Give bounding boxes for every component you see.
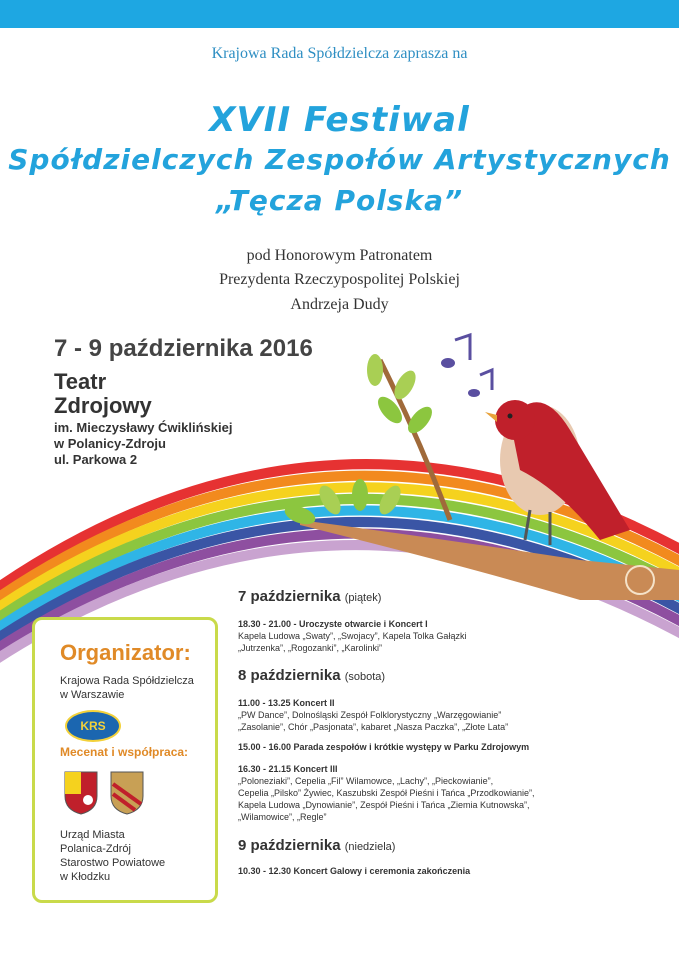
event-title: 16.30 - 21.15 Koncert III — [238, 764, 338, 774]
day-2-date: 8 października — [238, 667, 341, 684]
day-2-weekday: (sobota) — [344, 671, 386, 683]
sponsor-line-2: Polanica-Zdrój — [60, 843, 131, 855]
event-performers: „PW Dance”, Dolnośląski Zespół Folklorystyczny „Warzęgowianie” — [238, 710, 502, 720]
festival-title: XVII Festiwal — [209, 100, 470, 140]
event-performers: „Zasolanie”, Chór „Pasjonata”, kabaret „Nasza Paczka”, „Złote Lata” — [238, 722, 509, 732]
event-performers: Kapela Ludowa „Dynowianie”, Zespół Pieśni i Tańca „Ziemia Kutnowska”, — [238, 800, 530, 810]
day-3-weekday: (niedziela) — [344, 841, 396, 853]
music-notes-icon — [441, 335, 492, 397]
organizer-title: Organizator: — [60, 640, 191, 665]
event-performers: „Poloneziaki”, Cepelia „Fil” Wilamowce, „Lachy”, „Pieckowianie”, — [238, 776, 494, 786]
krs-logo: KRS — [65, 710, 121, 742]
festival-name: „Tęcza Polska” — [215, 184, 464, 217]
organizer-name — [60, 674, 194, 702]
organizer-name-line-2: w Warszawie — [60, 689, 125, 701]
intro-text: Krajowa Rada Spółdzielcza zaprasza na — [211, 45, 468, 62]
patronage-line-2: Prezydenta Rzeczypospolitej Polskiej — [219, 271, 460, 288]
venue-name-line-2: Zdrojowy — [54, 393, 152, 418]
klodzko-crest-icon — [111, 772, 143, 814]
day-2-heading — [238, 667, 385, 684]
day-2-event-2 — [238, 741, 529, 753]
event-performers: Cepelia „Pilsko” Żywiec, Kaszubski Zespół Pieśni i Tańca „Przodkowianie”, — [238, 788, 535, 798]
day-1-event-1 — [238, 618, 466, 654]
day-2-event-1 — [238, 697, 508, 733]
coat-of-arms-icons — [63, 770, 163, 816]
event-dates: 7 - 9 października 2016 — [54, 335, 313, 362]
organizer-box — [32, 617, 218, 903]
event-title: 11.00 - 13.25 Koncert II — [238, 698, 335, 708]
venue-address-line-3: ul. Parkowa 2 — [54, 452, 138, 467]
polanica-crest-icon — [65, 772, 97, 814]
patronage-line-3: Andrzeja Dudy — [290, 296, 389, 313]
event-performers: Kapela Ludowa „Swaty”, „Swojacy”, Kapela Tolka Gałązki — [238, 631, 467, 641]
event-performers: „Jutrzenka”, „Rogozanki”, „Karolinki” — [238, 643, 383, 653]
sponsor-title: Mecenat i współpraca: — [60, 745, 189, 759]
sponsor-names — [60, 828, 165, 884]
event-title: 15.00 - 16.00 Parada zespołów i krótkie występy w Parku Zdrojowym — [238, 742, 530, 752]
festival-subtitle: Spółdzielczych Zespołów Artystycznych — [8, 143, 671, 176]
organizer-name-line-1: Krajowa Rada Spółdzielcza — [60, 675, 194, 687]
day-1-heading — [238, 588, 381, 605]
venue-name-line-1: Teatr — [54, 369, 107, 394]
day-1-weekday: (piątek) — [344, 592, 382, 604]
event-performers: „Wilamowice”, „Regle” — [238, 812, 327, 822]
day-1-date: 7 października — [238, 588, 341, 605]
event-title: 18.30 - 21.00 - Uroczyste otwarcie i Koncert I — [238, 619, 428, 629]
day-3-heading — [238, 837, 395, 854]
event-title: 10.30 - 12.30 Koncert Galowy i ceremonia zakończenia — [238, 866, 471, 876]
venue-address-line-2: w Polanicy-Zdroju — [54, 436, 166, 451]
sponsor-line-1: Urząd Miasta — [60, 829, 125, 841]
sponsor-line-4: w Kłodzku — [60, 871, 111, 883]
day-3-event-1 — [238, 865, 470, 877]
day-3-date: 9 października — [238, 837, 341, 854]
sponsor-line-3: Starostwo Powiatowe — [60, 857, 166, 869]
patronage-line-1: pod Honorowym Patronatem — [246, 247, 433, 264]
venue-address-line-1: im. Mieczysławy Ćwiklińskiej — [54, 420, 233, 435]
day-2-event-3 — [238, 763, 534, 823]
